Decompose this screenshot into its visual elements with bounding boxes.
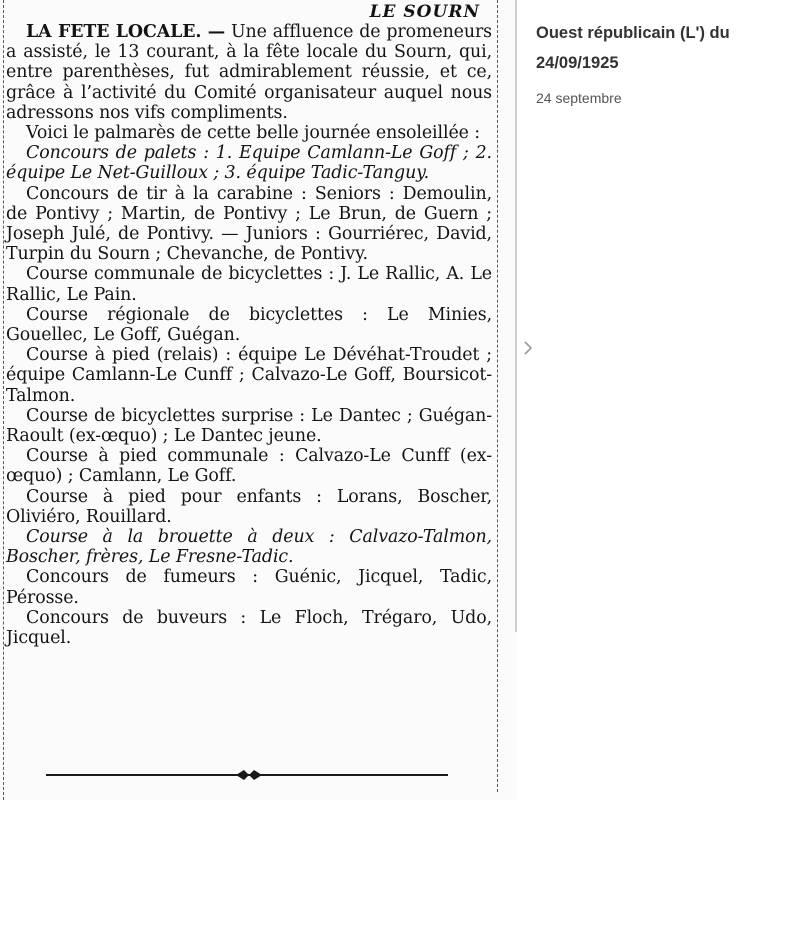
paragraph-text: Concours de fumeurs : Guénic, Jicquel, Tadic, Pérosse. [6, 567, 492, 608]
clipping-paragraph [6, 143, 492, 183]
clipping-paragraph [6, 184, 492, 265]
clipping-text [6, 2, 492, 648]
clipping-paragraph [6, 527, 492, 567]
paragraph-lead: LA FETE LOCALE. — [26, 22, 226, 42]
clipping-paragraph [6, 446, 492, 486]
clipping-paragraph [6, 567, 492, 607]
paragraph-text: Course à pied pour enfants : Lorans, Boscher, Oliviéro, Rouillard. [6, 486, 492, 527]
paragraph-text: Course communale de bicyclettes : J. Le Rallic, A. Le Rallic, Le Pain. [6, 264, 492, 305]
paragraph-text: Course de bicyclettes surprise : Le Dantec ; Guégan-Raoult (ex-œquo) ; Le Dantec jeune. [6, 405, 492, 447]
paragraph-text: Concours de buveurs : Le Floch, Trégaro, Udo, Jicquel. [6, 607, 492, 649]
clipping-paragraph [6, 406, 492, 446]
clipping-paragraph [6, 123, 492, 143]
clipping-right-border [497, 0, 499, 792]
chevron-right-icon[interactable] [521, 340, 535, 356]
clipping-paragraphs [6, 22, 492, 648]
paragraph-text: Une affluence de promeneurs a assisté, le 13 courant, à la fête locale du Sourn, qui, entre parenthèses, fut admirablement réussie, et ce, grâce à l’activité du Comité organisateur auquel nous adressons nos vifs compliments. [6, 22, 493, 123]
document-info-panel [536, 18, 776, 106]
clipping-paragraph [6, 305, 492, 345]
document-date: 24 septembre [536, 90, 622, 106]
paragraph-text: Course à pied (relais) : équipe Le Dévéhat-Troudet ; équipe Camlann-Le Cunff ; Calvazo-Le Goff, Boursicot-Talmon. [6, 345, 492, 406]
paragraph-text: Concours de palets : 1. Equipe Camlann-Le Goff ; 2. équipe Le Net-Guilloux ; 3. équipe Tadic-Tanguy. [6, 143, 492, 184]
paragraph-text: Voici le palmarès de cette belle journée ensoleillée : [26, 123, 481, 144]
paragraph-text: Course régionale de bicyclettes : Le Minies, Gouellec, Le Goff, Guégan. [6, 304, 492, 346]
clipping-paragraph [6, 22, 492, 123]
paragraph-text: Course à la brouette à deux : Calvazo-Talmon, Boscher, frères, Le Fresne-Tadic. [6, 527, 492, 568]
document-title: Ouest républicain (L') du 24/09/1925 [536, 24, 730, 72]
clipping-heading: LE SOURN [369, 2, 480, 22]
paragraph-text: Concours de tir à la carabine : Seniors : Demoulin, de Pontivy ; Martin, de Pontivy ; Le Brun, de Guern ; Joseph Julé, de Pontivy. — Juniors : Gourriérec, David, Turpin du Sourn ; Chevanche, de Pontivy. [6, 183, 492, 265]
clipping-left-border [3, 0, 5, 800]
divider-ornament-icon [236, 769, 262, 781]
clipping-paragraph [6, 608, 492, 648]
clipping-paragraph [6, 345, 492, 406]
paragraph-text: Course à pied communale : Calvazo-Le Cunff (ex-œquo) ; Camlann, Le Goff. [6, 446, 492, 487]
clipping-paragraph [6, 487, 492, 527]
clipping-paragraph [6, 264, 492, 304]
image-edge [515, 0, 518, 632]
